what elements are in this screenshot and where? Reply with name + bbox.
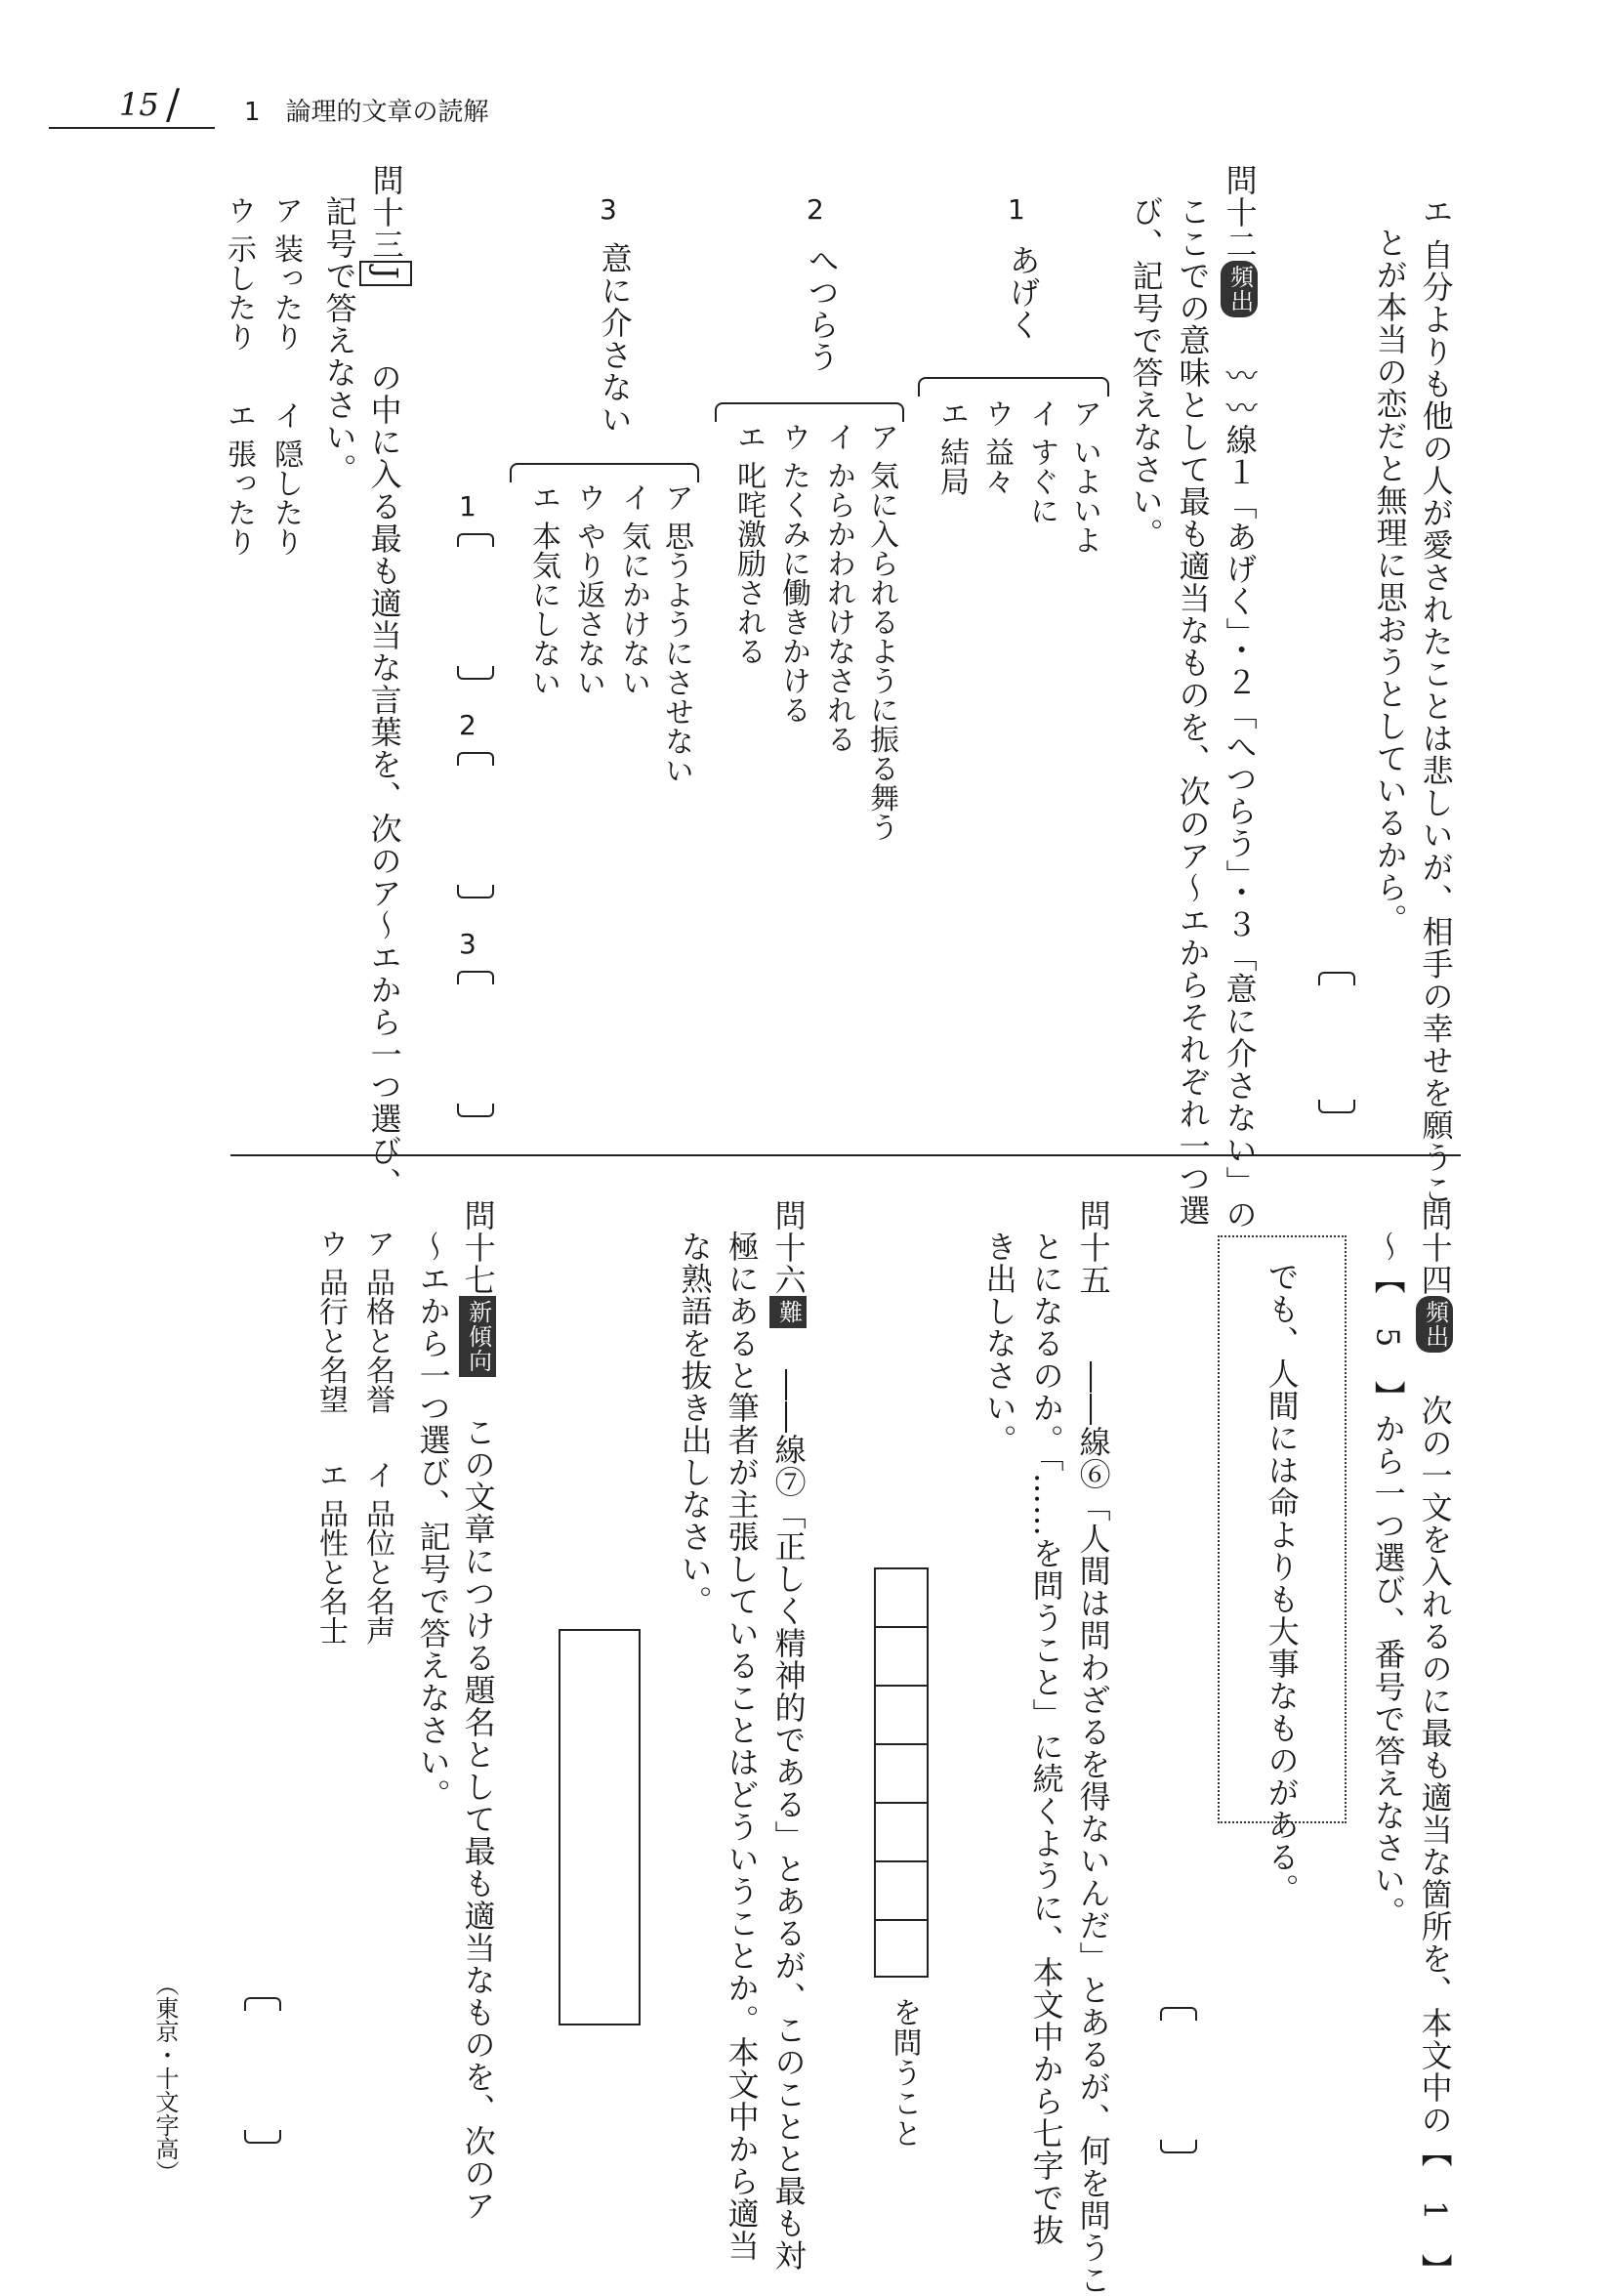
q11-choice-e-line1: エ 自分よりも他の人が愛されたことは悲しいが、相手の幸せを願うこ	[1417, 195, 1455, 1206]
answer-cell[interactable]	[874, 1860, 929, 1919]
q17-choice-a: ア 品格と名誉	[360, 1229, 394, 1414]
q17-line2: 〜エから一つ選び、記号で答えなさい。	[414, 1231, 452, 1811]
q16-line3: な熟語を抜き出しなさい。	[676, 1231, 714, 1617]
q12-item3-choice-a: ア 思うようにさせない	[659, 482, 693, 785]
q16-difficult-badge: 難	[769, 1296, 806, 1328]
header-slash: /	[166, 80, 181, 128]
q14-insert-sentence: でも、人間には命よりも大事なものがある。	[1263, 1261, 1301, 1905]
q12-answer3-blank[interactable]	[457, 971, 490, 1117]
q17-choice-d: エ 品性と名士	[313, 1460, 348, 1646]
q13-line1: の中に入る最も適当な言葉を、次のア〜エから一つ選び、	[365, 361, 403, 1199]
chapter-title: 1 論理的文章の読解	[244, 98, 489, 127]
q12-label: 問十二頻出	[1215, 164, 1264, 317]
q12-item1-choice-d: エ 結局	[934, 398, 969, 496]
q12-answer1-label: 1	[459, 490, 477, 522]
source-citation: （東京・十文字高）	[151, 1973, 179, 2184]
answer-cell[interactable]	[874, 1685, 929, 1743]
answer-cell[interactable]	[874, 1802, 929, 1860]
q12-item3-brace	[510, 463, 699, 482]
q12-item2-num: 2	[807, 193, 824, 226]
q12-item3-num: 3	[600, 193, 617, 226]
q12-line2: ここでの意味として最も適当なものを、次のア〜エからそれぞれ一つ選	[1174, 195, 1212, 1227]
answer-cell[interactable]	[874, 1919, 929, 1978]
q12-item3-choice-c: ウ やり返さない	[571, 482, 605, 697]
q13-choice-b: イ 隠したり	[269, 400, 303, 557]
q11-answer-blank[interactable]	[1318, 972, 1351, 1113]
q12-item2-choice-a: ア 気に入られるように振る舞う	[864, 422, 898, 842]
q16-line2: 極にあると筆者が主張していることはどういうことか。本文中から適当	[723, 1231, 761, 2262]
q12-answer1-blank[interactable]	[457, 533, 490, 680]
page-header	[49, 80, 498, 135]
q12-item1-choice-c: ウ 益々	[979, 398, 1014, 496]
q12-answer2-label: 2	[459, 709, 477, 741]
header-rule	[49, 127, 215, 129]
q12-item2-choice-d: エ 叱咤激励される	[731, 422, 766, 666]
q12-item1-choice-b: イ すぐに	[1024, 398, 1058, 525]
q15-label: 問十五	[1074, 1199, 1112, 1296]
q12-item1-word: あげく	[1004, 244, 1042, 341]
q12-item3-choice-b: イ 気にかけない	[616, 482, 650, 697]
q15-answer-grid[interactable]	[874, 1567, 929, 1978]
q14-answer-blank[interactable]	[1160, 2007, 1193, 2153]
answer-cell[interactable]	[874, 1743, 929, 1802]
page-number: 15	[119, 86, 159, 123]
q12-item3-choice-d: エ 本気にしない	[526, 482, 560, 697]
q15-suffix: を問うこと	[887, 1997, 922, 2149]
q16-label: 問十六難	[764, 1199, 812, 1328]
q13-label: 問十三J	[359, 164, 412, 286]
q11-choice-e-line2: とが本当の恋だと無理に思おうとしているから。	[1371, 227, 1409, 936]
q17-new-trend-badge: 新傾向	[459, 1296, 495, 1377]
q12-item3-word: 意に介さない	[596, 242, 634, 436]
q13-choice-c: ウ 示したり	[222, 195, 256, 352]
q12-line3: び、記号で答えなさい。	[1127, 195, 1165, 550]
q17-choice-b: イ 品位と名声	[360, 1460, 394, 1646]
q14-frequent-badge: 頻出	[1416, 1296, 1452, 1353]
q12-item2-choice-c: ウ たくみに働きかける	[776, 422, 810, 725]
section-divider	[230, 1154, 1461, 1156]
answer-cell[interactable]	[874, 1567, 929, 1626]
q17-choice-c: ウ 品行と名望	[313, 1229, 348, 1414]
q12-item2-word: へつらう	[803, 244, 841, 373]
q17-line1: この文章につける題名として最も適当なものを、次のア	[459, 1416, 497, 2222]
q15-line3: き出しなさい。	[980, 1231, 1018, 1456]
answer-cell[interactable]	[874, 1626, 929, 1685]
q14-line2: 〜【 5 】から一つ選び、番号で答えなさい。	[1369, 1231, 1407, 1929]
q16-answer-box[interactable]	[559, 1629, 641, 2025]
q15-line2: とになるのか。「……を問うこと」に続くように、本文中から七字で抜	[1027, 1231, 1065, 2246]
q12-answer2-blank[interactable]	[457, 752, 490, 898]
q13-line2: 記号で答えなさい。	[320, 195, 358, 485]
q12-frequent-badge: 頻出	[1221, 261, 1257, 317]
q12-line1: 〰〰線１「あげく」・２「へつらう」・３「意に介さない」の	[1221, 359, 1259, 1231]
q14-label: 問十四頻出	[1410, 1199, 1459, 1353]
q14-sentence-box	[1218, 1235, 1347, 1905]
q13-choice-d: エ 張ったり	[222, 400, 256, 557]
q17-answer-blank[interactable]	[244, 1997, 277, 2144]
q16-line1: ――線⑦「正しく精神的である」とあるが、このことと最も対	[769, 1369, 808, 2272]
q13-choice-a: ア 装ったり	[269, 195, 303, 352]
q13-blank-j: J	[359, 261, 412, 286]
q17-label: 問十七新傾向	[453, 1199, 502, 1377]
q12-item1-choice-a: ア いよいよ	[1067, 398, 1101, 555]
q12-answer3-label: 3	[459, 928, 477, 960]
q14-line1: 次の一文を入れるのに最も適当な箇所を、本文中の【 1 】	[1416, 1395, 1454, 2286]
q12-item1-num: 1	[1008, 193, 1025, 226]
q12-item2-brace	[715, 402, 904, 422]
q12-item1-brace	[918, 377, 1109, 397]
q12-item2-choice-b: イ からかわれけなされる	[821, 422, 855, 754]
q15-line1: ――線⑥「人間は問わざるを得ないんだ」とあるが、何を問うこ	[1074, 1361, 1112, 2296]
